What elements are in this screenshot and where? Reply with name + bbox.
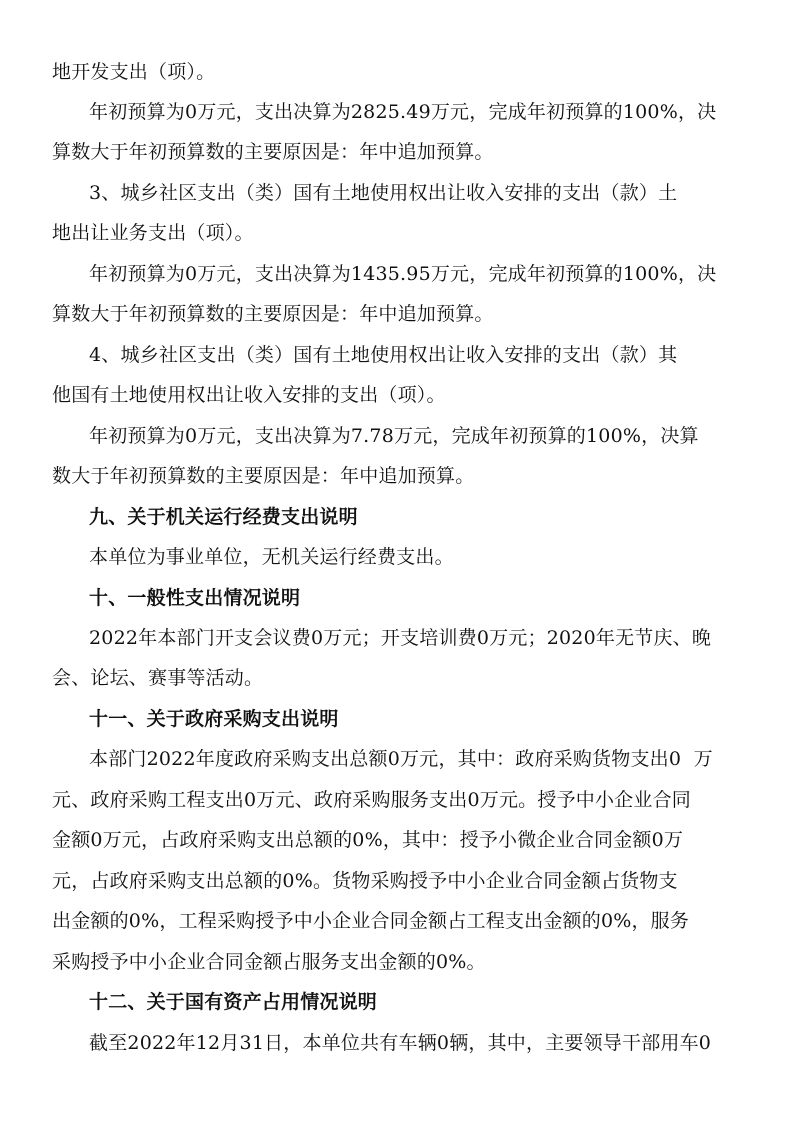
- paragraph-line: 算数大于年初预算数的主要原因是：年中追加预算。: [52, 303, 494, 325]
- paragraph-line: 出金额的0%，工程采购授予中小企业合同金额占工程支出金额的0%，服务: [52, 910, 690, 932]
- paragraph-line: 本部门2022年度政府采购支出总额0万元，其中：政府采购货物支出0 万: [89, 748, 713, 770]
- paragraph-line: 本单位为事业单位，无机关运行经费支出。: [89, 546, 454, 568]
- paragraph-line: 算数大于年初预算数的主要原因是：年中追加预算。: [52, 141, 494, 163]
- paragraph-line: 地出让业务支出（项）。: [52, 222, 254, 244]
- paragraph-line: 会、论坛、赛事等活动。: [52, 667, 264, 689]
- paragraph-line: 地开发支出（项）。: [52, 61, 216, 83]
- paragraph-line: 采购授予中小企业合同金额占服务支出金额的0%。: [52, 951, 486, 973]
- section-heading-10: 十、一般性支出情况说明: [89, 587, 301, 609]
- paragraph-line: 2022年本部门开支会议费0万元；开支培训费0万元；2020年无节庆、晚: [89, 627, 712, 649]
- paragraph-line: 金额0万元，占政府采购支出总额的0%，其中：授予小微企业合同金额0万: [52, 829, 684, 851]
- paragraph-line: 4、城乡社区支出（类）国有土地使用权出让收入安排的支出（款）其: [89, 344, 678, 366]
- section-heading-12: 十二、关于国有资产占用情况说明: [89, 991, 378, 1013]
- paragraph-line: 数大于年初预算数的主要原因是：年中追加预算。: [52, 465, 475, 487]
- paragraph-line: 年初预算为0万元，支出决算为7.78万元，完成年初预算的100%，决算: [89, 425, 699, 447]
- paragraph-line: 元、政府采购工程支出0万元、政府采购服务支出0万元。授予中小企业合同: [52, 789, 691, 811]
- paragraph-line: 截至2022年12月31日，本单位共有车辆0辆，其中，主要领导干部用车0: [89, 1032, 712, 1054]
- section-heading-9: 九、关于机关运行经费支出说明: [89, 506, 358, 528]
- paragraph-line: 3、城乡社区支出（类）国有土地使用权出让收入安排的支出（款）土: [89, 182, 678, 204]
- paragraph-line: 年初预算为0万元，支出决算为1435.95万元，完成年初预算的100%，决: [89, 263, 717, 285]
- section-heading-11: 十一、关于政府采购支出说明: [89, 708, 339, 730]
- paragraph-line: 年初预算为0万元，支出决算为2825.49万元，完成年初预算的100%，决: [89, 101, 717, 123]
- paragraph-line: 他国有土地使用权出让收入安排的支出（项）。: [52, 384, 446, 406]
- paragraph-line: 元，占政府采购支出总额的0%。货物采购授予中小企业合同金额占货物支: [52, 870, 678, 892]
